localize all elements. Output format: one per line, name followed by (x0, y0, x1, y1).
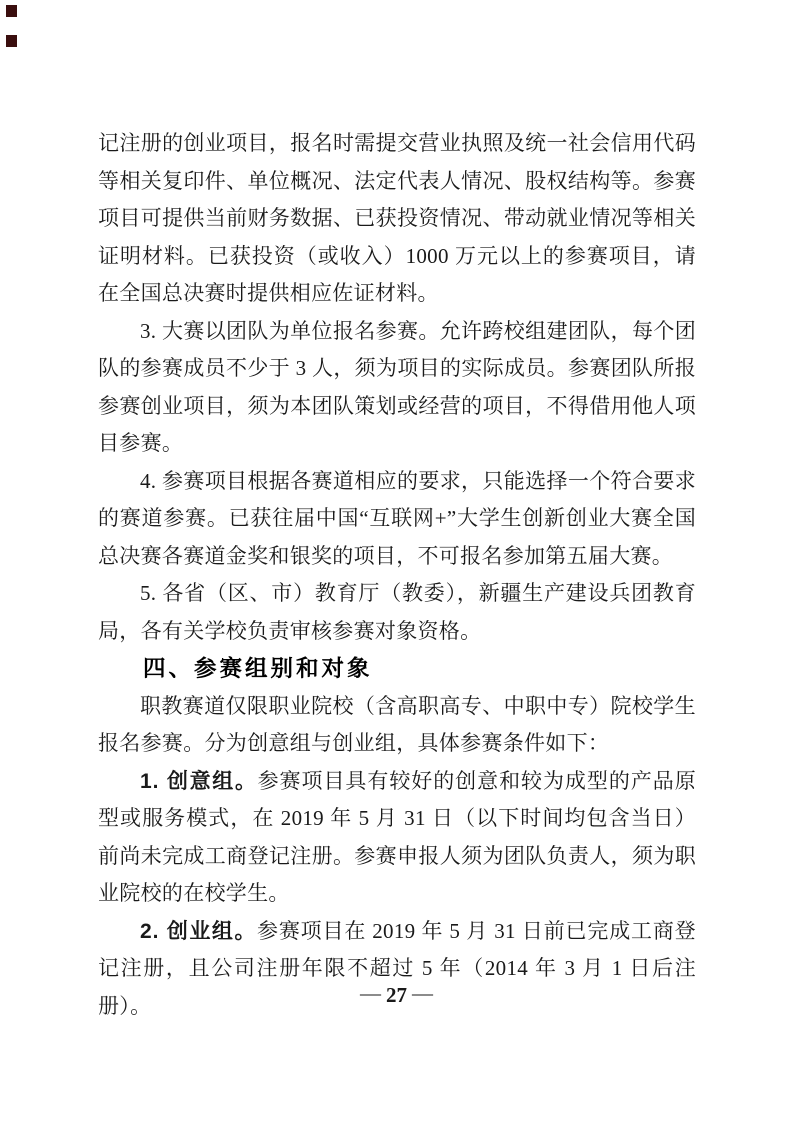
page-number-dash-left: — (360, 981, 381, 1005)
paragraph-group-1 (98, 763, 696, 913)
document-body (98, 125, 696, 1025)
page-number-value: 27 (386, 983, 407, 1007)
paragraph-track-intro: 职教赛道仅限职业院校（含高职高专、中职中专）院校学生报名参赛。分为创意组与创业组，具体参赛条件如下： (98, 693, 696, 755)
paragraph-rule-5: 5. 各省（区、市）教育厅（教委），新疆生产建设兵团教育局，各有关学校负责审核参赛对象资格。 (98, 581, 696, 643)
group-1-creative-text: 参赛项目具有较好的创意和较为成型的产品原型或服务模式，在 2019 年 5 月 31 日（以下时间均包含当日）前尚未完成工商登记注册。参赛申报人须为团队负责人，须为职业院校的在校学生。 (98, 768, 696, 905)
group-1-creative-label: 1. 创意组。 (140, 769, 258, 793)
paragraph-rule-3: 3. 大赛以团队为单位报名参赛。允许跨校组建团队，每个团队的参赛成员不少于 3 人，须为项目的实际成员。参赛团队所报参赛创业项目，须为本团队策划或经营的项目，不得借用他人项目参赛。 (98, 318, 696, 455)
page-number-dash-right: — (412, 981, 433, 1005)
scan-artifact-mark-bottom (6, 35, 17, 47)
section-heading-groups-and-targets: 四、参赛组别和对象 (143, 656, 373, 681)
scan-artifact-mark-top (6, 5, 17, 17)
group-2-startup-text: 参赛项目在 2019 年 5 月 31 日前已完成工商登记注册，且公司注册年限不超过 5 年（2014 年 3 月 1 日后注册）。 (98, 918, 696, 1018)
page-number (0, 982, 793, 1008)
paragraph-group-2 (98, 913, 696, 1026)
group-2-startup-label: 2. 创业组。 (140, 919, 257, 943)
paragraph-rule-4: 4. 参赛项目根据各赛道相应的要求，只能选择一个符合要求的赛道参赛。已获往届中国“互联网+”大学生创新创业大赛全国总决赛各赛道金奖和银奖的项目，不可报名参加第五届大赛。 (98, 468, 696, 568)
paragraph-registration-continuation: 记注册的创业项目，报名时需提交营业执照及统一社会信用代码等相关复印件、单位概况、法定代表人情况、股权结构等。参赛项目可提供当前财务数据、已获投资情况、带动就业情况等相关证明材料。已获投资（或收入）1000 万元以上的参赛项目，请在全国总决赛时提供相应佐证材料。 (98, 131, 696, 305)
